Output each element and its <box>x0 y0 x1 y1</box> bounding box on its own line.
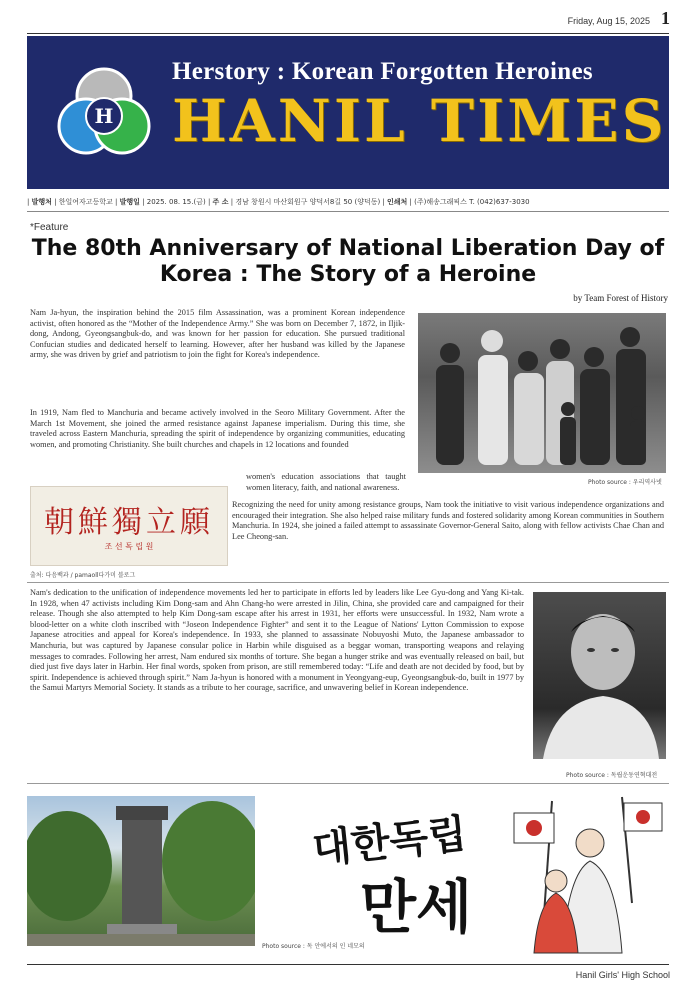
section-kicker: *Feature <box>30 222 69 233</box>
article-byline: by Team Forest of History <box>573 293 668 303</box>
calligraphy-image <box>30 486 228 566</box>
section-divider <box>27 582 669 583</box>
top-rule <box>27 33 669 34</box>
photo-caption-1: Photo source : 우리역사넷 <box>588 479 662 486</box>
calligraphy-caption: 출처: 다음백과 / pamaoll다가미 블로그 <box>30 572 136 579</box>
article-headline: The 80th Anniversary of National Liberation Day of Korea : The Story of a Heroine <box>31 236 665 287</box>
article-paragraph-3: women's education associations that taught women literacy, faith, and national awareness. <box>246 472 406 492</box>
publication-info: | 발행처 | 한일여자고등학교 | 발행일 | 2025. 08. 15.(금) | 주 소 | 경남 창원시 마산회원구 양덕서8길 50 (양덕동) | 인쇄처 | (주)해송그래픽스 T. (042)637-3030 <box>27 197 669 212</box>
article-paragraph-4: Recognizing the need for unity among resistance groups, Nam took the initiative to visit various independence organizations and encouraged their integration. She also helped raise military funds and fostered solidarity among Korean communities in Southern Manchuria. In 1924, she joined a failed attempt to assassinate Governor-General Saito, along with fellow activists Chae Chan and Lee Cheong-san. <box>232 500 664 541</box>
article-paragraph-1: Nam Ja-hyun, the inspiration behind the 2015 film Assassination, was a prominent Korean independence activist, often honored as the “Mother of the Independence Army.” She was born on December 7, 1872, in Iljik-dong, Andong, Gyeongsangbuk-do, and was known for her passion for education. She pursued traditional Confucian studies and dedicated herself to learning. However, after her husband was killed by the Japanese army, she was driven by grief and patriotism to join the fight for Korea's independence. <box>30 308 405 360</box>
monument-photo <box>27 796 255 946</box>
footer-school-name: Hanil Girls' High School <box>575 970 670 980</box>
portrait-caption: Photo source : 독립운동연혁대전 <box>566 772 658 779</box>
portrait-photo <box>533 592 666 759</box>
calligraphy-line-1: 대한독립 <box>310 810 469 873</box>
illustration-flag-waving <box>512 793 666 955</box>
school-logo <box>52 60 156 164</box>
monument-caption: Photo source : 독 안에서의 인 네모의 <box>262 943 365 950</box>
masthead-subtitle: Herstory : Korean Forgotten Heroines <box>172 58 593 85</box>
calligraphy-hangul: 조 선 독 립 원 <box>104 542 154 551</box>
calligraphy-line-2: 만세 <box>360 873 473 941</box>
article-paragraph-5: Nam's dedication to the unification of independence movements led her to participate in efforts led by leaders like Lee Gyu-dong and Yang Ki-tak. In 1928, when 47 activists including Kim Dong-sam and Ahn Chang-ho were arrested in Jilin, China, she provided care and campaigned for their release. Though she also attempted to help Kim Dong-sam escape after his arrest in 1931, her efforts were unsuccessful. In 1932, Nam wrote a blood-letter on a white cloth inscribed with “Joseon Independence Fighter” and sent it to the League of Nations' Lytton Commission to expose Japanese atrocities and appeal for Korea's independence. In 1933, she planned to assassinate Nobuyoshi Muto, the Japanese ambassador to Manchuria, but was captured by Japanese consular police in Harbin while disguised as a beggar woman, transporting weapons and relaying messages to comrades. Following her arrest, Nam endured six months of torture. She began a hunger strike and was eventually released on bail, but died just five days later in Harbin. Her final words, spoken from prison, are still remembered today: “Life and death are not decided by food, but by spirit. Independence is achieved through spirit.” Nam Ja-hyun is honored with a monument in Yeongyang-eup, Gyeongsangbuk-do, built in 1977 by the Samui Martyrs Memorial Society. It stands as a tribute to her courage, sacrifice, and unwavering belief in Korean independence. <box>30 588 524 693</box>
section-divider-2 <box>27 783 669 784</box>
issue-date: Friday, Aug 15, 2025 <box>567 16 650 26</box>
article-paragraph-2: In 1919, Nam fled to Manchuria and became actively involved in the Seoro Military Government. After the March 1st Movement, she joined the armed resistance against Japanese imperialism. During this time, she traveled across Eastern Manchuria, spreading the spirit of independence by organizing communities, educating women, and promoting Christianity. She built churches and chapels in 12 locations and founded <box>30 408 405 449</box>
logo-letter: H <box>94 104 114 128</box>
bottom-rule <box>27 964 669 965</box>
family-group-photo <box>418 313 666 473</box>
calligraphy-hanja: 朝鮮獨立願 <box>44 505 214 540</box>
page-number: 1 <box>661 8 670 28</box>
newspaper-title: HANIL TIMES <box>172 87 667 155</box>
